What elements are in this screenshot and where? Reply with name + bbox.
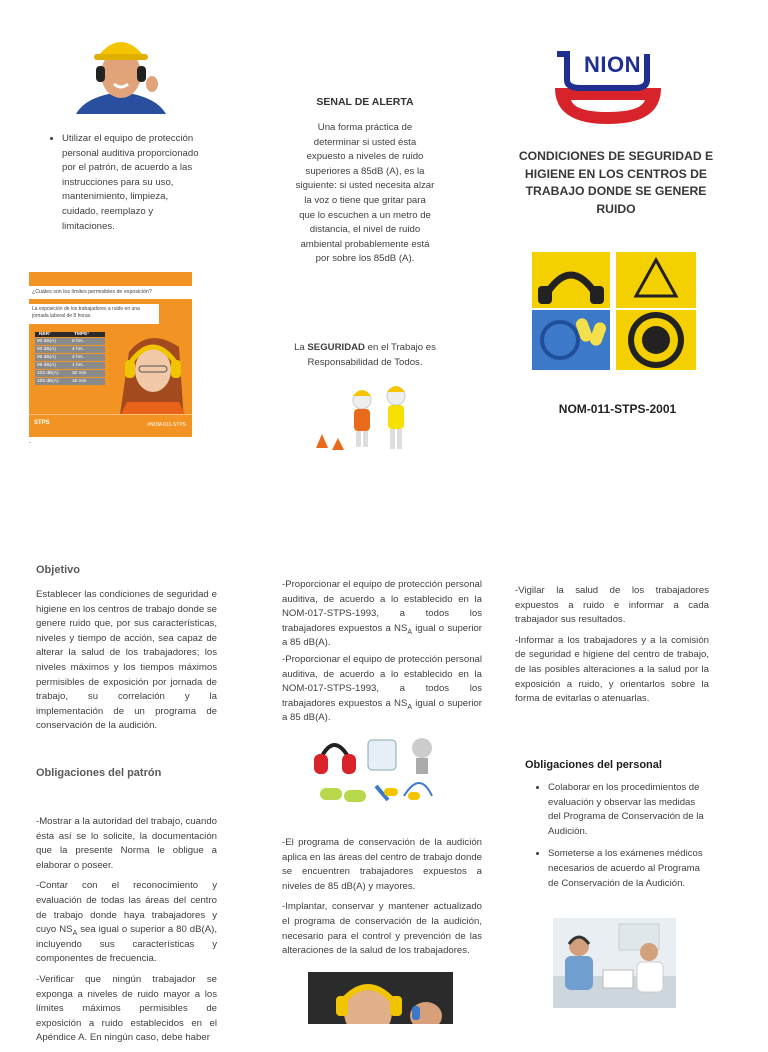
paragraph: -El programa de conservación de la audición aplica en las áreas del centro de trabajo donde se encuentren trabajadores expuestos a niveles de 85 dB(A) y mayores. — [282, 837, 482, 892]
table-row — [35, 370, 105, 377]
union-logo — [551, 48, 666, 126]
list-item: • Utilizar el equipo de protección personal auditiva proporcionado por el patrón, de acuerdo a las instrucciones para su uso, mantenimiento, limpieza, cuidado, reemplazo y limitaciones. — [62, 132, 202, 234]
panel1-bullet-list — [42, 132, 202, 234]
paragraph: -Verificar que ningún trabajador se exponga a niveles de ruido mayor a los límites máximos permisibles de exposición a ruido establecidos en el Apéndice A. En ningún caso, debe haber — [36, 973, 217, 1044]
table-row — [35, 338, 105, 345]
table-cell: 96 dB(A) — [37, 355, 56, 360]
col2-top-text — [282, 578, 482, 726]
objetivo-title: Objetivo — [36, 564, 81, 576]
table-header-ner: NER¹ — [39, 332, 51, 337]
table-row — [35, 354, 105, 361]
noise-limits-infographic — [29, 272, 192, 437]
patron-obligations-body — [36, 815, 217, 1052]
hearing-exam-photo — [553, 918, 676, 1008]
infographic-table — [35, 332, 105, 385]
infographic-footer — [29, 414, 192, 437]
infographic-hashtag: #NOM-011-STPS — [147, 422, 186, 428]
alert-signal-body: Una forma práctica de determinar si usted ésta expuesto a niveles de ruido superiores a 85dB (A), es la siguiente: si usted necesita alzar la voz o tiene que gritar para que lo escuchen a un metro de distancia, el nivel de ruido ambiental probablemente está por sobre los 85dB (A). — [295, 122, 435, 265]
table-row — [35, 378, 105, 385]
infographic-text: La exposición de los trabajadores a ruido en una jornada laboral de 8 horas. — [29, 304, 159, 324]
objetivo-body: Establecer las condiciones de seguridad e higiene en los centros de trabajo donde se genere ruido que, por sus características, niveles y tiempo de acción, sea capaz de alterar la salud de los trabajadores; los niveles máximos y los tiempos máximos permisibles de exposición por jornada de trabajo, su correlación y la implementación de un programa de conservación de la audición. — [36, 589, 217, 732]
paragraph: -Mostrar a la autoridad del trabajo, cuando ésta así se lo solicite, la documentación que la presente Norma le obligue a elaborar o poseer. — [36, 816, 217, 871]
slogan-bold: SEGURIDAD — [307, 342, 365, 353]
table-cell: 1 hrs. — [72, 363, 84, 368]
hearing-protection-equipment-image — [312, 730, 438, 812]
brochure-title: CONDICIONES DE SEGURIDAD E HIGIENE EN LOS CENTROS DE TRABAJO DONDE SE GENERE RUIDO — [518, 149, 714, 216]
young-worker-earmuffs-photo — [308, 972, 453, 1024]
table-header-tmpe: TMPE² — [74, 332, 89, 337]
paragraph: -Proporcionar el equipo de protección personal auditiva, de acuerdo a lo establecido en la NOM-017-STPS-1993, a todos los trabajadores expuestos a $NS_A$ igual o superior a 85 dB(A). — [282, 579, 482, 649]
paragraph: -Vigilar la salud de los trabajadores expuestos a ruido e informar a cada trabajador sus resultados. — [515, 585, 709, 626]
personal-obligations-list — [528, 781, 710, 891]
stps-logo: STPS — [34, 420, 50, 426]
patron-obligations-title: Obligaciones del patrón — [36, 767, 162, 779]
paragraph: -Informar a los trabajadores y a la comisión de seguridad e higiene del centro de trabajo, de las posibles alteraciones a la salud por la exposición a ruido, y orientarlos sobre la forma de evitarlas o atenuarlas. — [515, 634, 709, 705]
table-cell: 102 dB(A) — [37, 371, 59, 376]
alert-signal-title: SENAL DE ALERTA — [316, 96, 414, 108]
worker-with-earmuffs-photo — [66, 26, 176, 114]
table-cell: 30 min — [72, 371, 87, 376]
safety-slogan — [290, 341, 440, 370]
col2-bottom-text — [282, 836, 482, 965]
paragraph: -Contar con el reconocimiento y evaluación de todas las áreas del centro de trabajo donde haya trabajadores y cuyo $NS_A$ sea igual o superior a 80 dB(A), incluyendo sus características y componentes de frecuencia. — [36, 880, 217, 965]
logo-text: NION — [584, 52, 641, 77]
safety-figures-illustration — [312, 382, 420, 454]
list-item: • Colaborar en los procedimientos de evaluación y observar las medidas del Programa de Conservación de la Audición. — [548, 781, 710, 839]
table-cell: 105 dB(A) — [37, 379, 59, 384]
table-cell: 4 hrs. — [72, 347, 84, 352]
infographic-question: ¿Cuáles son los límites permisibles de exposición? — [29, 286, 192, 299]
table-row — [35, 346, 105, 353]
hearing-protection-signs-image — [532, 252, 697, 370]
slogan-text: en el Trabajo es Responsabilidad de Todos. — [307, 342, 436, 368]
personal-obligations-title: Obligaciones del personal — [525, 759, 662, 771]
stray-dot: . — [29, 436, 32, 445]
list-item: • Someterse a los exámenes médicos necesarios de acuerdo al Programa de Conservación de la Audición. — [548, 847, 710, 891]
woman-with-earmuffs-illustration — [109, 322, 192, 422]
table-cell: 99 dB(A) — [37, 363, 56, 368]
nom-code: NOM-011-STPS-2001 — [558, 402, 677, 416]
table-cell: 93 dB(A) — [37, 347, 56, 352]
slogan-text: La — [294, 342, 308, 353]
paragraph: -Proporcionar el equipo de protección personal auditiva, de acuerdo a lo establecido en la NOM-017-STPS-1993, a todos los trabajadores expuestos a $NS_A$ igual o superior a 85 dB(A). — [282, 653, 482, 724]
table-row — [35, 362, 105, 369]
paragraph: -Implantar, conservar y mantener actualizado el programa de conservación de la audición, necesario para el control y prevención de las alteraciones de la salud de los trabajadores. — [282, 901, 482, 957]
table-cell: 8 hrs. — [72, 339, 84, 344]
table-cell: 90 dB(A) — [37, 339, 56, 344]
col3-top-text — [515, 584, 709, 713]
table-cell: 15 min — [72, 379, 87, 384]
table-cell: 2 hrs. — [72, 355, 84, 360]
